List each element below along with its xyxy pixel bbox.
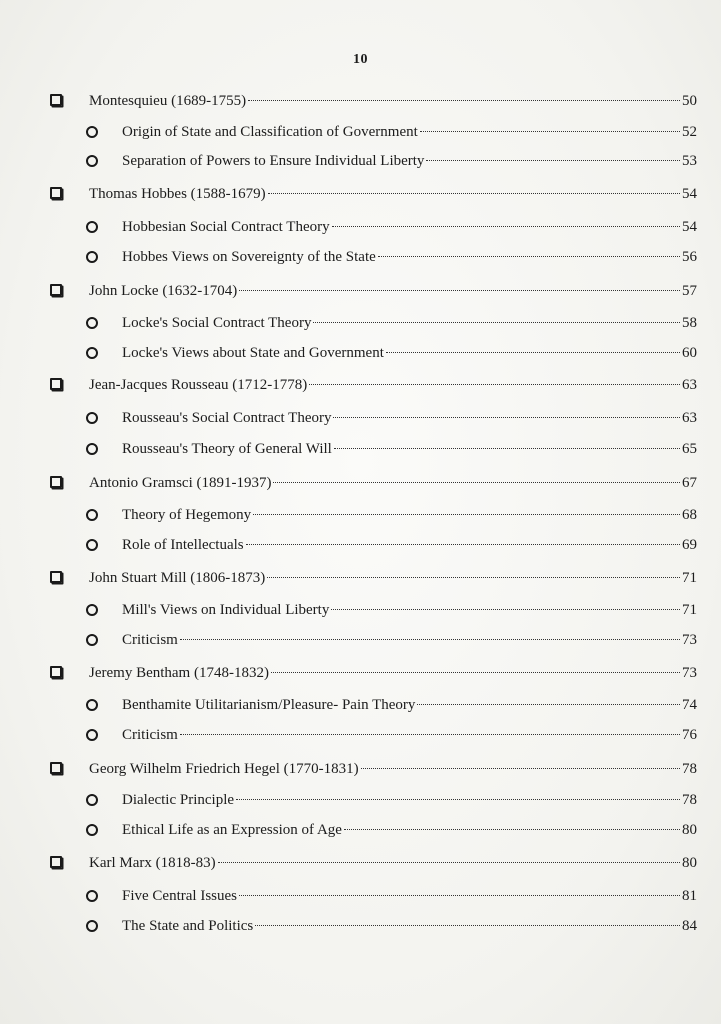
- toc-entry: [122, 694, 697, 716]
- toc-entry: [89, 567, 697, 589]
- toc-entry-page: 80: [682, 822, 697, 838]
- square-bullet-icon: [50, 762, 62, 774]
- toc-entry-page: 63: [682, 410, 697, 426]
- toc-entry-page: 69: [682, 537, 697, 553]
- circle-bullet-icon: [86, 729, 98, 741]
- toc-section-row: [0, 312, 721, 334]
- square-bullet-icon: [50, 476, 62, 488]
- dot-leader: [334, 448, 680, 449]
- toc-section-row: [0, 246, 721, 268]
- toc-entry-title: The State and Politics: [122, 918, 254, 934]
- dot-leader: [332, 226, 680, 227]
- toc-entry-title: Hobbes Views on Sovereignty of the State: [122, 249, 376, 265]
- circle-bullet-icon: [86, 251, 98, 263]
- toc-entry-page: 78: [682, 761, 697, 777]
- dot-leader: [417, 704, 680, 705]
- toc-section-row: [0, 407, 721, 429]
- toc-chapter-row: [0, 472, 721, 494]
- toc-entry-page: 81: [682, 888, 697, 904]
- square-bullet-icon: [50, 856, 62, 868]
- dot-leader: [236, 799, 680, 800]
- circle-bullet-icon: [86, 155, 98, 167]
- toc-entry-title: Role of Intellectuals: [122, 537, 244, 553]
- circle-bullet-icon: [86, 443, 98, 455]
- square-bullet-icon: [50, 571, 62, 583]
- toc-entry: [122, 504, 697, 526]
- dot-leader: [271, 672, 680, 673]
- toc-entry-title: Ethical Life as an Expression of Age: [122, 822, 342, 838]
- toc-entry: [89, 374, 697, 396]
- toc-entry: [122, 885, 697, 907]
- dot-leader: [255, 925, 680, 926]
- toc-section-row: [0, 789, 721, 811]
- toc-entry-page: 63: [682, 377, 697, 393]
- toc-entry-title: Hobbesian Social Contract Theory: [122, 219, 330, 235]
- toc-entry: [89, 472, 697, 494]
- dot-leader: [239, 290, 680, 291]
- dot-leader: [218, 862, 680, 863]
- toc-entry: [89, 758, 697, 780]
- dot-leader: [239, 895, 680, 896]
- toc-section-row: [0, 885, 721, 907]
- toc-section-row: [0, 121, 721, 143]
- dot-leader: [420, 131, 680, 132]
- toc-entry: [89, 280, 697, 302]
- dot-leader: [246, 544, 680, 545]
- circle-bullet-icon: [86, 604, 98, 616]
- toc-entry-page: 52: [682, 124, 697, 140]
- toc-entry-page: 73: [682, 665, 697, 681]
- toc-chapter-row: [0, 662, 721, 684]
- toc-section-row: [0, 629, 721, 651]
- circle-bullet-icon: [86, 221, 98, 233]
- square-bullet-icon: [50, 666, 62, 678]
- toc-entry: [122, 629, 697, 651]
- square-bullet-icon: [50, 378, 62, 390]
- dot-leader: [426, 160, 680, 161]
- circle-bullet-icon: [86, 634, 98, 646]
- circle-bullet-icon: [86, 317, 98, 329]
- toc-section-row: [0, 694, 721, 716]
- toc-entry: [122, 216, 697, 238]
- toc-entry-title: Rousseau's Theory of General Will: [122, 441, 332, 457]
- toc-entry-title: Jeremy Bentham (1748-1832): [89, 665, 269, 681]
- circle-bullet-icon: [86, 824, 98, 836]
- dot-leader: [386, 352, 680, 353]
- toc-entry: [122, 915, 697, 937]
- toc-section-row: [0, 599, 721, 621]
- square-bullet-icon: [50, 187, 62, 199]
- toc-section-row: [0, 216, 721, 238]
- toc-entry-page: 74: [682, 697, 697, 713]
- toc-entry: [122, 534, 697, 556]
- toc-entry-title: Benthamite Utilitarianism/Pleasure- Pain Theory: [122, 697, 416, 713]
- toc-chapter-row: [0, 758, 721, 780]
- toc-entry-title: Karl Marx (1818-83): [89, 855, 216, 871]
- toc-entry: [89, 662, 697, 684]
- toc-entry-page: 50: [682, 93, 697, 109]
- toc-entry-page: 78: [682, 792, 697, 808]
- toc-entry-title: Criticism: [122, 727, 178, 743]
- toc-entry-title: Separation of Powers to Ensure Individual Liberty: [122, 153, 425, 169]
- toc-entry: [89, 852, 697, 874]
- toc-chapter-row: [0, 567, 721, 589]
- toc-entry: [122, 407, 697, 429]
- toc-entry-title: John Locke (1632-1704): [89, 283, 238, 299]
- toc-entry-page: 57: [682, 283, 697, 299]
- circle-bullet-icon: [86, 509, 98, 521]
- circle-bullet-icon: [86, 347, 98, 359]
- toc-entry-title: John Stuart Mill (1806-1873): [89, 570, 266, 586]
- toc-entry: [122, 599, 697, 621]
- toc-entry-page: 71: [682, 602, 697, 618]
- toc-entry-page: 60: [682, 345, 697, 361]
- toc-entry-page: 53: [682, 153, 697, 169]
- toc-entry: [122, 789, 697, 811]
- toc-entry-title: Dialectic Principle: [122, 792, 235, 808]
- toc-entry: [89, 90, 697, 112]
- toc-entry-title: Locke's Social Contract Theory: [122, 315, 312, 331]
- toc-entry: [122, 819, 697, 841]
- dot-leader: [180, 734, 680, 735]
- toc-section-row: [0, 724, 721, 746]
- toc-section-row: [0, 915, 721, 937]
- square-bullet-icon: [50, 284, 62, 296]
- toc-entry: [122, 150, 697, 172]
- dot-leader: [313, 322, 680, 323]
- toc-entry-title: Montesquieu (1689-1755): [89, 93, 247, 109]
- square-bullet-icon: [50, 94, 62, 106]
- dot-leader: [180, 639, 680, 640]
- toc-entry: [122, 724, 697, 746]
- toc-entry: [122, 121, 697, 143]
- toc-entry-title: Georg Wilhelm Friedrich Hegel (1770-1831): [89, 761, 359, 777]
- toc-entry-title: Mill's Views on Individual Liberty: [122, 602, 330, 618]
- circle-bullet-icon: [86, 539, 98, 551]
- toc-entry-title: Origin of State and Classification of Government: [122, 124, 418, 140]
- toc-entry-title: Five Central Issues: [122, 888, 237, 904]
- toc-entry-page: 80: [682, 855, 697, 871]
- circle-bullet-icon: [86, 794, 98, 806]
- dot-leader: [267, 577, 680, 578]
- circle-bullet-icon: [86, 920, 98, 932]
- toc-entry-title: Jean-Jacques Rousseau (1712-1778): [89, 377, 308, 393]
- toc-chapter-row: [0, 280, 721, 302]
- toc-section-row: [0, 534, 721, 556]
- toc-chapter-row: [0, 852, 721, 874]
- dot-leader: [253, 514, 680, 515]
- toc-entry-page: 73: [682, 632, 697, 648]
- toc-entry-title: Theory of Hegemony: [122, 507, 252, 523]
- dot-leader: [378, 256, 680, 257]
- circle-bullet-icon: [86, 890, 98, 902]
- toc-entry-page: 54: [682, 186, 697, 202]
- dot-leader: [333, 417, 680, 418]
- toc-entry-page: 67: [682, 475, 697, 491]
- toc-entry-page: 76: [682, 727, 697, 743]
- toc-entry-title: Antonio Gramsci (1891-1937): [89, 475, 272, 491]
- dot-leader: [273, 482, 680, 483]
- toc-entry-page: 54: [682, 219, 697, 235]
- toc-entry: [122, 312, 697, 334]
- toc-section-row: [0, 819, 721, 841]
- circle-bullet-icon: [86, 412, 98, 424]
- toc-entry: [122, 246, 697, 268]
- toc-chapter-row: [0, 90, 721, 112]
- dot-leader: [331, 609, 680, 610]
- toc-entry-page: 71: [682, 570, 697, 586]
- toc-entry: [89, 183, 697, 205]
- toc-entry-title: Locke's Views about State and Government: [122, 345, 384, 361]
- toc-entry: [122, 342, 697, 364]
- toc-entry-page: 84: [682, 918, 697, 934]
- toc-chapter-row: [0, 374, 721, 396]
- dot-leader: [344, 829, 680, 830]
- toc-entry-page: 56: [682, 249, 697, 265]
- circle-bullet-icon: [86, 126, 98, 138]
- dot-leader: [268, 193, 680, 194]
- toc-section-row: [0, 438, 721, 460]
- toc-entry-title: Criticism: [122, 632, 178, 648]
- toc-entry-page: 58: [682, 315, 697, 331]
- dot-leader: [309, 384, 680, 385]
- toc-section-row: [0, 342, 721, 364]
- toc-chapter-row: [0, 183, 721, 205]
- dot-leader: [248, 100, 680, 101]
- dot-leader: [361, 768, 680, 769]
- page-number: 10: [353, 52, 368, 67]
- toc-section-row: [0, 504, 721, 526]
- toc-entry-page: 65: [682, 441, 697, 457]
- circle-bullet-icon: [86, 699, 98, 711]
- toc-entry-page: 68: [682, 507, 697, 523]
- toc-entry-title: Rousseau's Social Contract Theory: [122, 410, 332, 426]
- toc-entry-title: Thomas Hobbes (1588-1679): [89, 186, 266, 202]
- toc-entry: [122, 438, 697, 460]
- toc-section-row: [0, 150, 721, 172]
